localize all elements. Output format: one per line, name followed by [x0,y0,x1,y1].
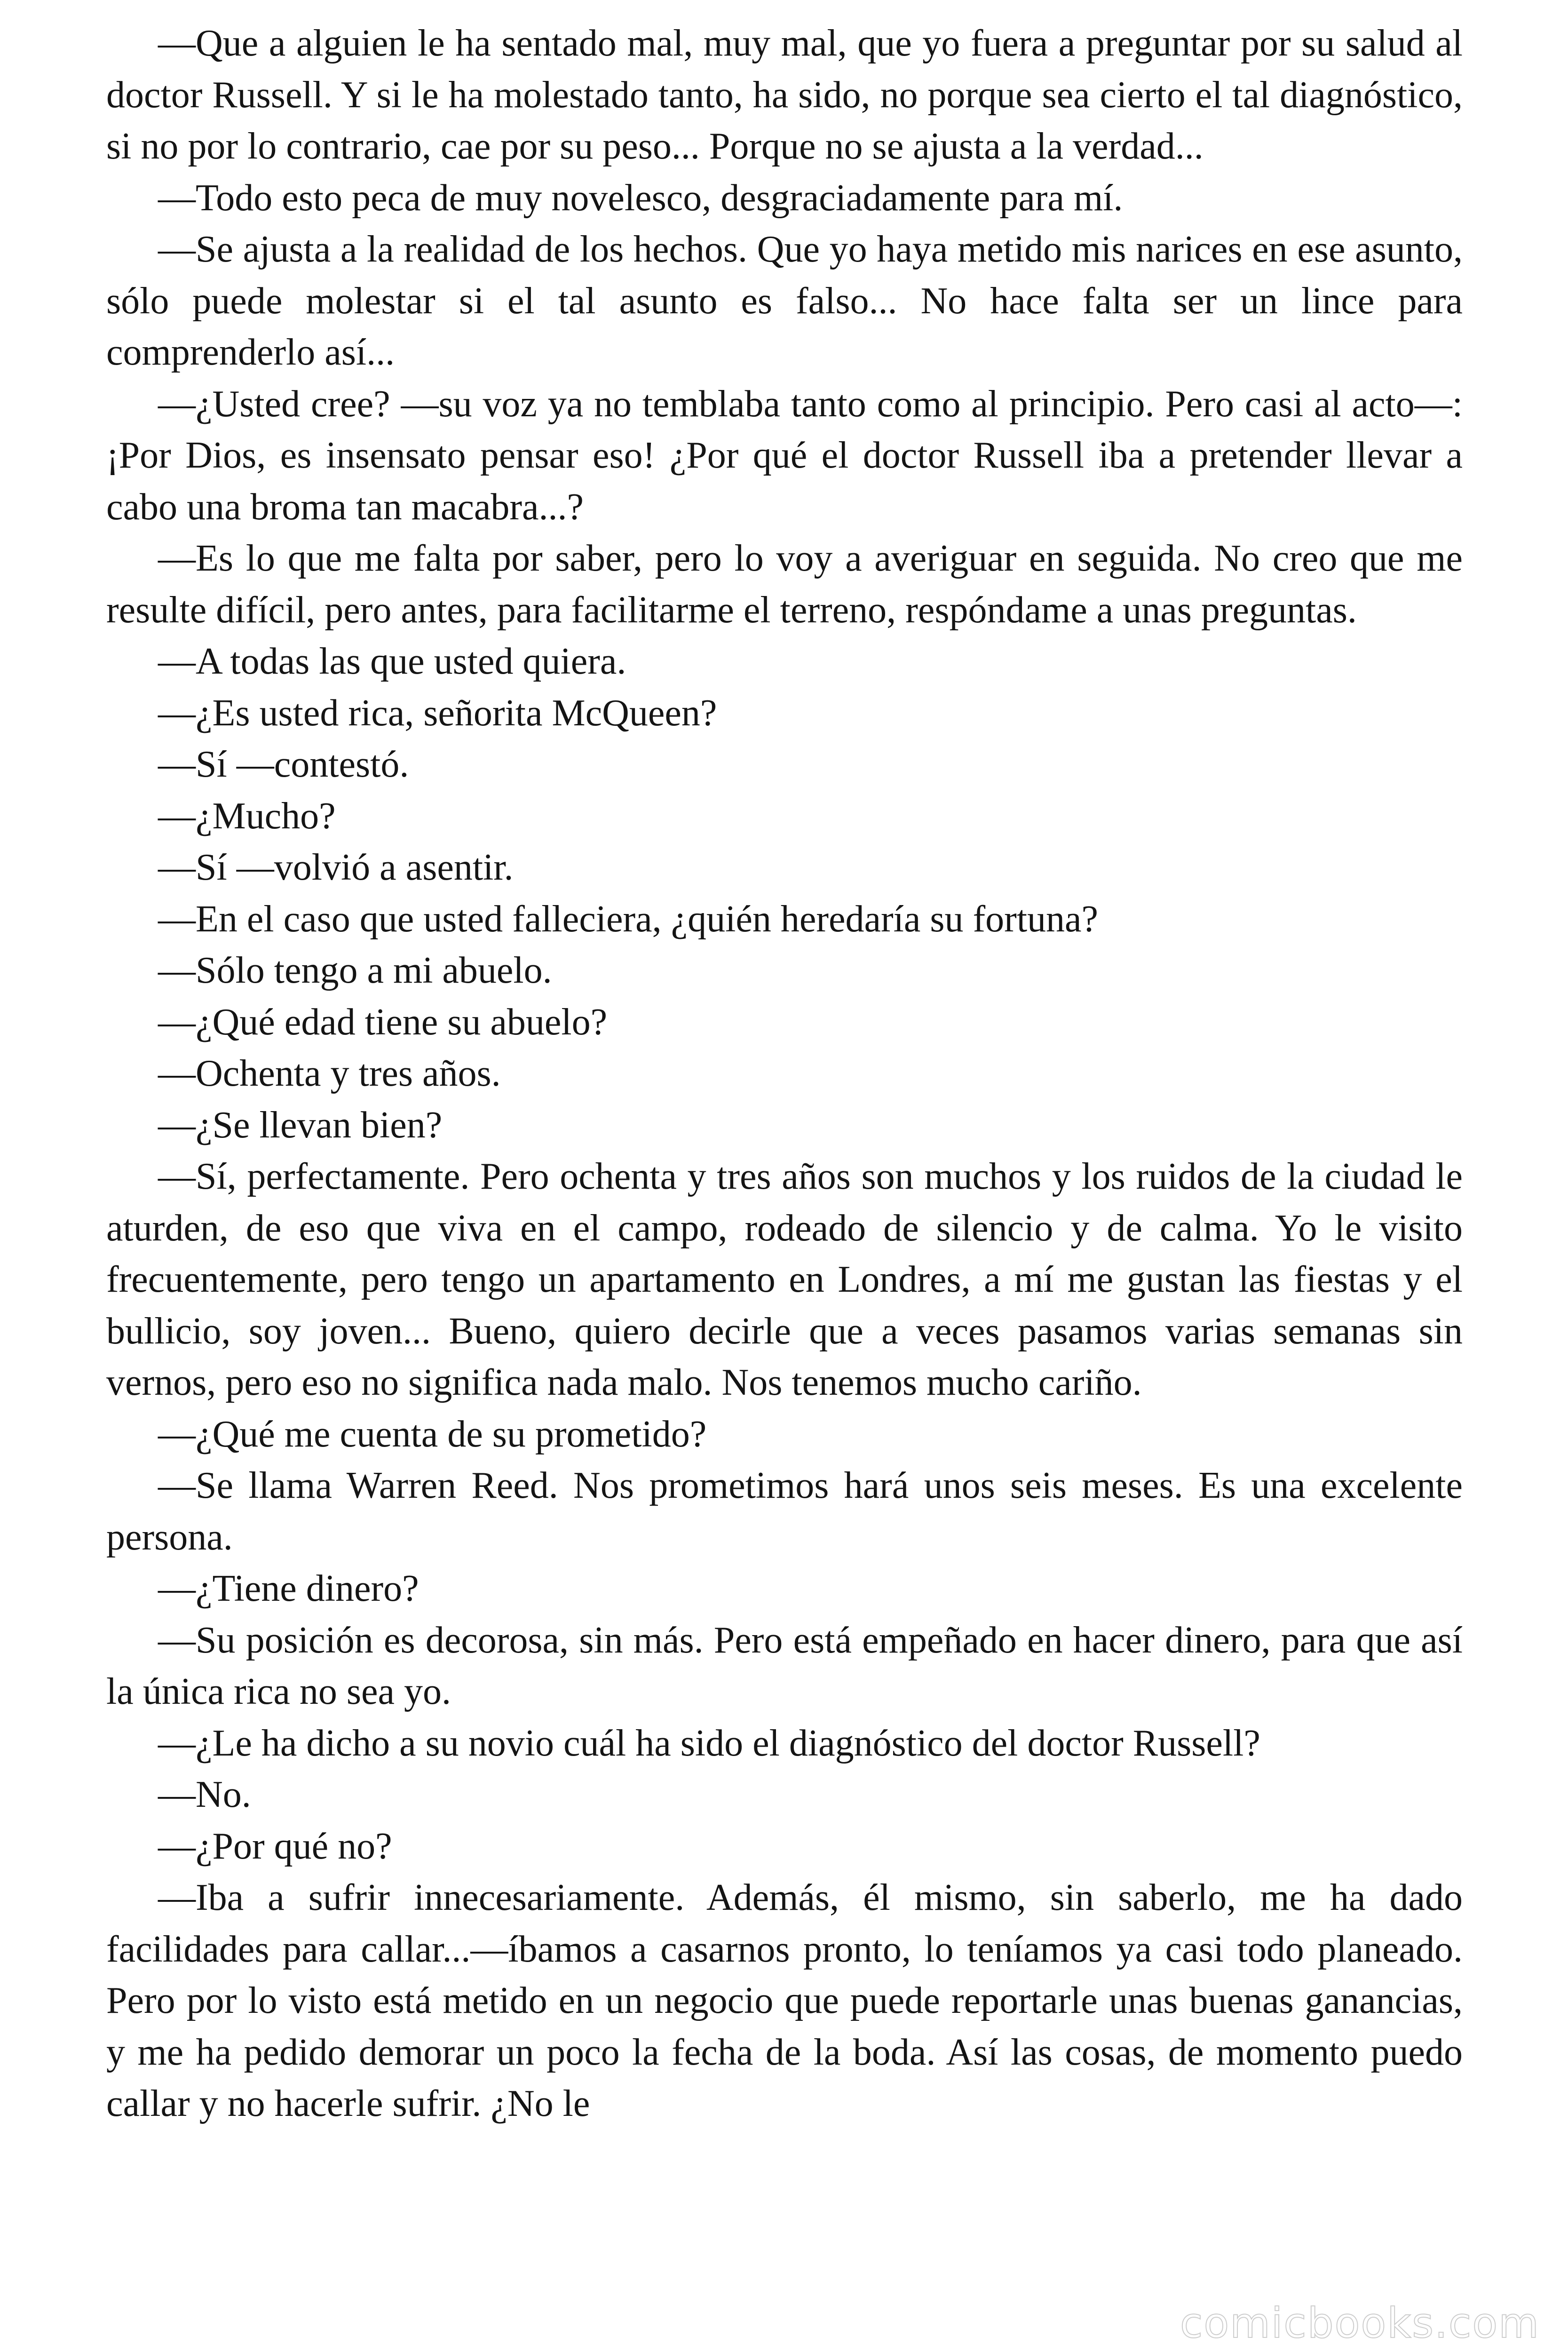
paragraph: —Se llama Warren Reed. Nos prometimos hará unos seis meses. Es una excelente persona. [106,1465,1463,1558]
paragraph: —Su posición es decorosa, sin más. Pero está empeñado en hacer dinero, para que así la única rica no sea yo. [106,1619,1463,1712]
paragraph: —Que a alguien le ha sentado mal, muy mal, que yo fuera a preguntar por su salud al doctor Russell. Y si le ha molestado tanto, ha sido, no porque sea cierto el tal diagnóstico, si no por lo contrario, cae por su peso... Porque no se ajusta a la verdad... [106,23,1463,167]
paragraph: —¿Por qué no? [158,1825,392,1867]
watermark: comicbooks.com [1180,2299,1540,2347]
paragraph: —¿Tiene dinero? [158,1568,419,1609]
paragraph: —Es lo que me falta por saber, pero lo voy a averiguar en seguida. No creo que me resulte difícil, pero antes, para facilitarme el terreno, respóndame a unas preguntas. [106,538,1463,631]
paragraph: —¿Qué me cuenta de su prometido? [158,1413,707,1455]
paragraph: —Sí —volvió a asentir. [158,847,514,888]
paragraph: —¿Le ha dicho a su novio cuál ha sido el diagnóstico del doctor Russell? [158,1722,1260,1764]
paragraph: —¿Usted cree? —su voz ya no temblaba tanto como al principio. Pero casi al acto—: ¡Por Dios, es insensato pensar eso! ¿Por qué el doctor Russell iba a pretender llevar a cabo una broma tan macabra...? [106,383,1463,528]
paragraph: —Todo esto peca de muy novelesco, desgraciadamente para mí. [158,177,1123,219]
paragraph: —No. [158,1774,251,1815]
paragraph: —Iba a sufrir innecesariamente. Además, él mismo, sin saberlo, me ha dado facilidades para callar...—íbamos a casarnos pronto, lo teníamos ya casi todo planeado. Pero por lo visto está metido en un negocio que puede reportarle unas buenas ganancias, y me ha pedido demorar un poco la fecha de la boda. Así las cosas, de momento puedo callar y no hacerle sufrir. ¿No le [106,1877,1463,2124]
paragraph: —Sólo tengo a mi abuelo. [158,950,552,991]
paragraph: —¿Mucho? [158,795,336,837]
paragraph: —Sí —contestó. [158,744,409,785]
paragraph: —¿Se llevan bien? [158,1104,443,1146]
paragraph: —A todas las que usted quiera. [158,641,626,682]
paragraph: —Sí, perfectamente. Pero ochenta y tres años son muchos y los ruidos de la ciudad le aturden, de eso que viva en el campo, rodeado de silencio y de calma. Yo le visito frecuentemente, pero tengo un apartamento en Londres, a mí me gustan las fiestas y el bullicio, soy joven... Bueno, quiero decirle que a veces pasamos varias semanas sin vernos, pero eso no significa nada malo. Nos tenemos mucho cariño. [106,1156,1463,1403]
paragraph: —Ochenta y tres años. [158,1053,501,1094]
paragraph: —¿Qué edad tiene su abuelo? [158,1001,608,1043]
paragraph: —En el caso que usted falleciera, ¿quién heredaría su fortuna? [158,898,1099,940]
paragraph: —¿Es usted rica, señorita McQueen? [158,692,717,734]
page-text [106,18,1463,2130]
paragraph: —Se ajusta a la realidad de los hechos. Que yo haya metido mis narices en ese asunto, sólo puede molestar si el tal asunto es falso... No hace falta ser un lince para comprenderlo así... [106,229,1463,373]
